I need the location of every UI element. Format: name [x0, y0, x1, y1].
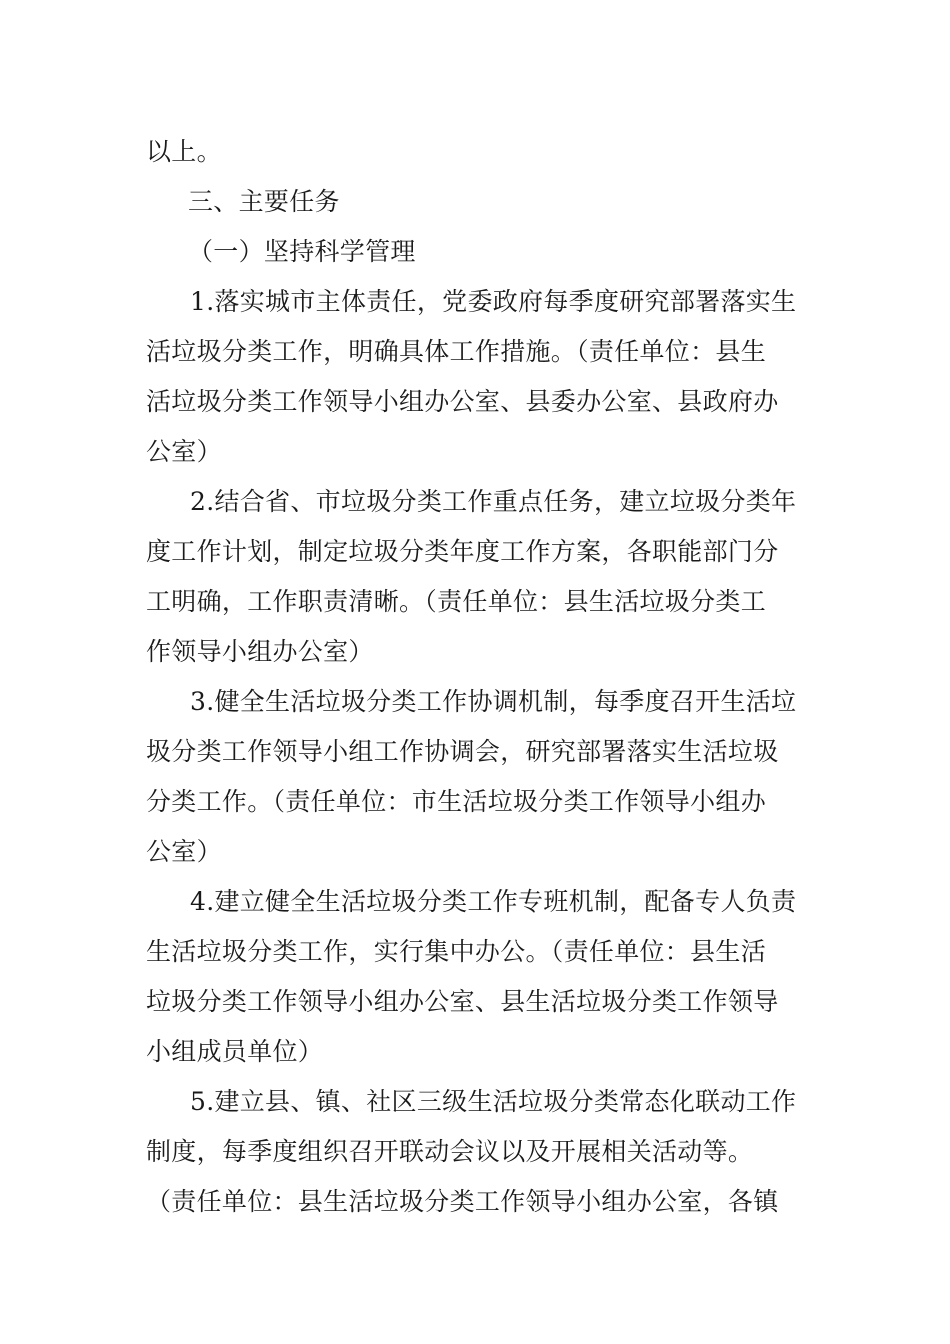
text-line: 2.结合省、市垃圾分类工作重点任务，建立垃圾分类年: [190, 487, 797, 516]
text-line: 工明确，工作职责清晰。（责任单位：县生活垃圾分类工: [146, 587, 767, 616]
section-heading: 三、主要任务: [188, 187, 340, 216]
text-line: 3.健全生活垃圾分类工作协调机制，每季度召开生活垃: [190, 687, 797, 716]
text-line: 活垃圾分类工作，明确具体工作措施。（责任单位：县生: [146, 337, 767, 366]
text-line: 制度，每季度组织召开联动会议以及开展相关活动等。: [146, 1137, 754, 1166]
text-line: 公室）: [146, 437, 222, 466]
text-line: 以上。: [146, 137, 222, 166]
text-line: 分类工作。（责任单位：市生活垃圾分类工作领导小组办: [146, 787, 767, 816]
text-line: （责任单位：县生活垃圾分类工作领导小组办公室，各镇: [146, 1187, 779, 1216]
text-line: 4.建立健全生活垃圾分类工作专班机制，配备专人负责: [190, 887, 797, 916]
text-line: 圾分类工作领导小组工作协调会，研究部署落实生活垃圾: [146, 737, 779, 766]
text-line: 公室）: [146, 837, 222, 866]
document-body: [146, 127, 808, 1227]
text-line: 垃圾分类工作领导小组办公室、县生活垃圾分类工作领导: [146, 987, 779, 1016]
text-line: 小组成员单位）: [146, 1037, 324, 1066]
subsection-heading: （一）坚持科学管理: [188, 237, 416, 266]
text-line: 度工作计划，制定垃圾分类年度工作方案，各职能部门分: [146, 537, 779, 566]
text-line: 1.落实城市主体责任，党委政府每季度研究部署落实生: [190, 287, 797, 316]
text-line: 活垃圾分类工作领导小组办公室、县委办公室、县政府办: [146, 387, 779, 416]
text-line: 生活垃圾分类工作，实行集中办公。（责任单位：县生活: [146, 937, 767, 966]
text-line: 作领导小组办公室）: [146, 637, 374, 666]
text-line: 5.建立县、镇、社区三级生活垃圾分类常态化联动工作: [190, 1087, 797, 1116]
